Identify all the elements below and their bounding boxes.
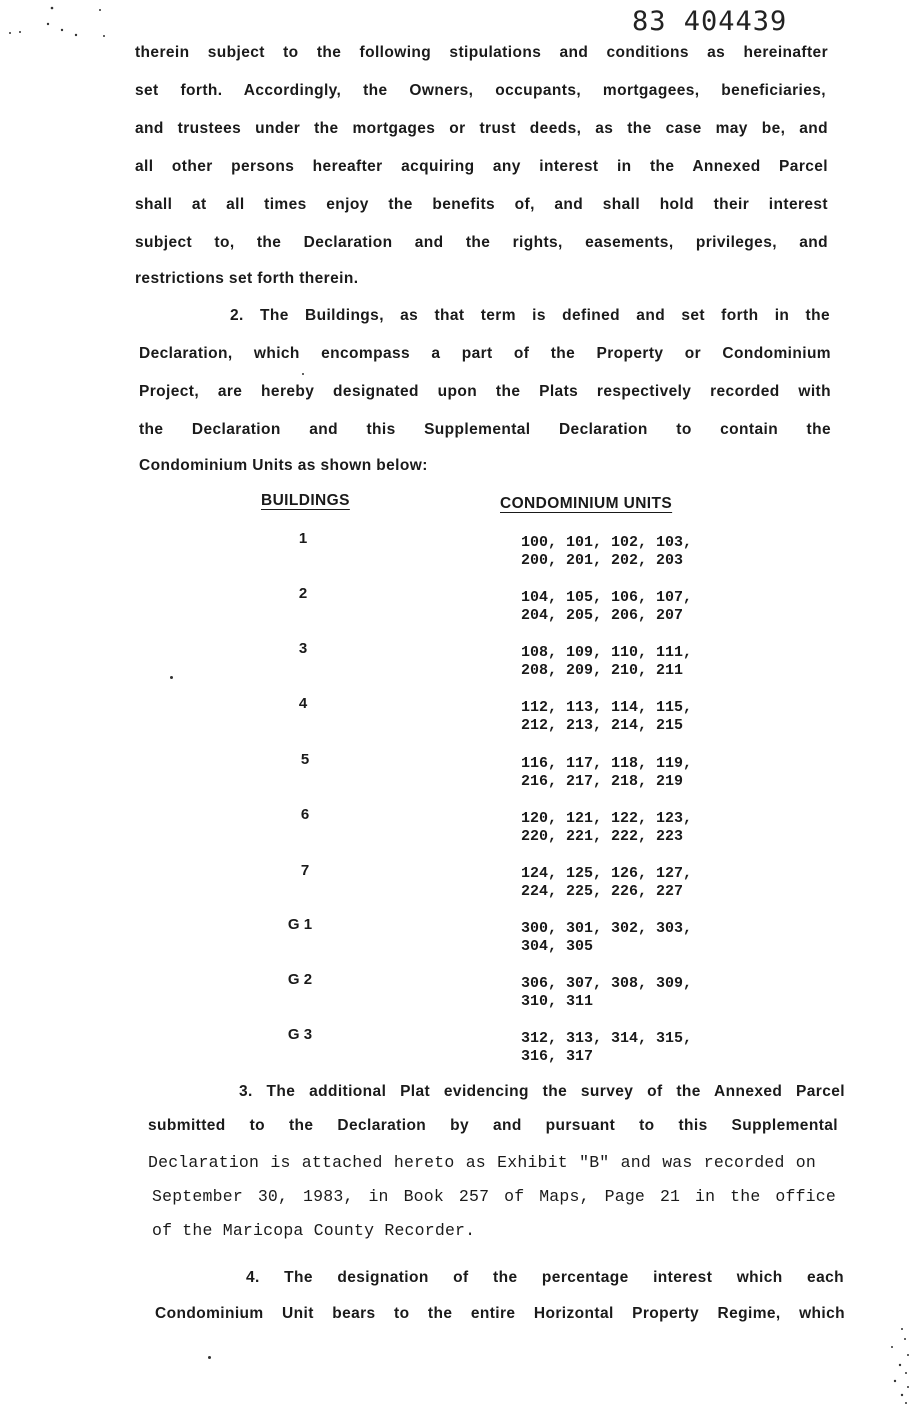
paragraph-1-line: and trustees under the mortgages or trust deeds, as the case may be, and: [135, 120, 828, 137]
units-line: 312, 313, 314, 315,: [521, 1030, 693, 1047]
units-line: 108, 109, 110, 111,: [521, 644, 693, 661]
units-line: 300, 301, 302, 303,: [521, 920, 693, 937]
units-line: 200, 201, 202, 203: [521, 552, 684, 569]
units-line: 224, 225, 226, 227: [521, 883, 684, 900]
paragraph-3-line: September 30, 1983, in Book 257 of Maps, Page 21 in the office: [152, 1187, 836, 1206]
paragraph-3-line: Declaration is attached hereto as Exhibit "B" and was recorded on: [148, 1153, 816, 1172]
paragraph-1-line: set forth. Accordingly, the Owners, occupants, mortgagees, beneficiaries,: [135, 82, 826, 99]
building-number: 2: [298, 585, 308, 602]
units-list: [521, 589, 692, 625]
scan-mark: [170, 676, 173, 679]
units-line: 208, 209, 210, 211: [521, 662, 684, 679]
units-list: [521, 975, 692, 1011]
units-list: [521, 1030, 692, 1066]
units-list: [521, 920, 692, 956]
paragraph-1-line: shall at all times enjoy the benefits of, and shall hold their interest: [135, 196, 828, 213]
building-number: G 1: [287, 916, 313, 933]
units-line: 304, 305: [521, 938, 594, 955]
document-number: 83 404439: [632, 6, 788, 37]
units-line: 120, 121, 122, 123,: [521, 810, 693, 827]
paragraph-4-line: Condominium Unit bears to the entire Horizontal Property Regime, which: [155, 1305, 845, 1322]
units-line: 104, 105, 106, 107,: [521, 589, 693, 606]
condominium-units-header: CONDOMINIUM UNITS: [500, 495, 673, 512]
building-number: 1: [298, 530, 308, 547]
units-line: 306, 307, 308, 309,: [521, 975, 693, 992]
units-list: [521, 865, 692, 901]
scan-mark: [302, 373, 304, 375]
paragraph-2-line: Project, are hereby designated upon the Plats respectively recorded with: [139, 383, 831, 400]
units-line: 100, 101, 102, 103,: [521, 534, 693, 551]
building-number: G 2: [287, 971, 313, 988]
building-number: 5: [300, 751, 310, 768]
scan-mark: [208, 1356, 211, 1359]
paragraph-2-line: 2. The Buildings, as that term is defined and set forth in the: [230, 307, 830, 324]
building-number: 6: [300, 806, 310, 823]
paragraph-1-line: all other persons hereafter acquiring any interest in the Annexed Parcel: [135, 158, 828, 175]
units-line: 316, 317: [521, 1048, 594, 1065]
paragraph-3-line: 3. The additional Plat evidencing the survey of the Annexed Parcel: [239, 1083, 845, 1100]
paragraph-2-line: Condominium Units as shown below:: [139, 457, 428, 474]
units-line: 216, 217, 218, 219: [521, 773, 684, 790]
paragraph-3-line: submitted to the Declaration by and pursuant to this Supplemental: [148, 1117, 838, 1134]
scan-edge-noise: [880, 1325, 912, 1408]
units-list: [521, 644, 692, 680]
paragraph-2-line: the Declaration and this Supplemental Declaration to contain the: [139, 421, 831, 438]
units-list: [521, 810, 692, 846]
paragraph-1-line: therein subject to the following stipulations and conditions as hereinafter: [135, 44, 828, 61]
units-line: 116, 117, 118, 119,: [521, 755, 693, 772]
units-list: [521, 534, 692, 570]
paragraph-1-line: subject to, the Declaration and the rights, easements, privileges, and: [135, 234, 828, 251]
units-line: 204, 205, 206, 207: [521, 607, 684, 624]
building-number: 4: [298, 695, 308, 712]
units-list: [521, 755, 692, 791]
buildings-header: BUILDINGS: [261, 492, 350, 509]
units-line: 124, 125, 126, 127,: [521, 865, 693, 882]
scan-specks: [0, 0, 130, 50]
units-line: 112, 113, 114, 115,: [521, 699, 693, 716]
units-line: 310, 311: [521, 993, 594, 1010]
building-number: 7: [300, 862, 310, 879]
paragraph-2-line: Declaration, which encompass a part of the Property or Condominium: [139, 345, 831, 362]
paragraph-3-line: of the Maricopa County Recorder.: [152, 1221, 476, 1240]
building-number: G 3: [287, 1026, 313, 1043]
units-line: 220, 221, 222, 223: [521, 828, 684, 845]
paragraph-1-line: restrictions set forth therein.: [135, 270, 359, 287]
paragraph-4-line: 4. The designation of the percentage interest which each: [246, 1269, 844, 1286]
building-number: 3: [298, 640, 308, 657]
units-list: [521, 699, 692, 735]
units-line: 212, 213, 214, 215: [521, 717, 684, 734]
